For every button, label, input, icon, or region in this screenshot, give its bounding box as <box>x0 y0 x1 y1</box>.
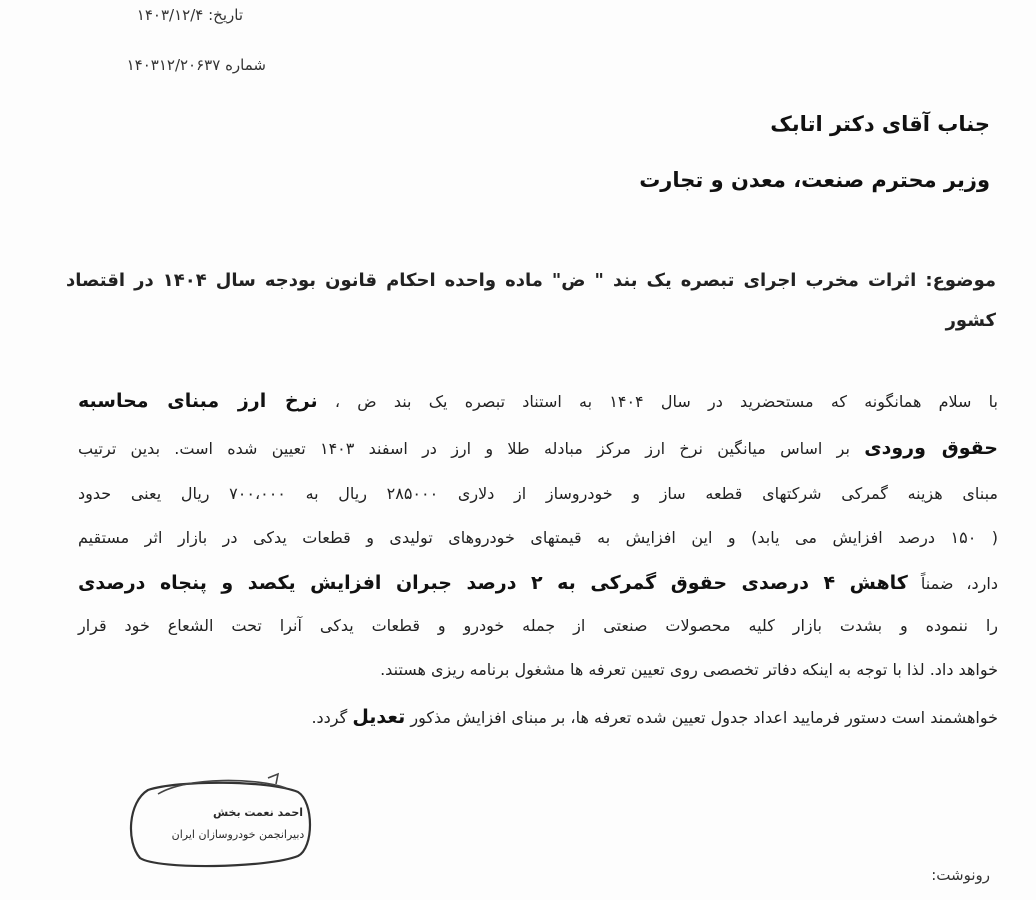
addressee-name: جناب آقای دکتر اتابک <box>770 112 990 136</box>
body-text: گردد. <box>311 708 348 727</box>
body-bold-text: حقوق ورودی <box>864 437 998 459</box>
number-row <box>127 56 266 74</box>
date-label: تاریخ: <box>208 6 243 24</box>
number-label: شماره <box>225 56 266 74</box>
body-text: با سلام همانگونه که مستحضرید در سال ۱۴۰۴ به استناد تبصره یک بند ض ، <box>334 392 998 411</box>
cc-label: رونوشت: <box>931 866 990 884</box>
date-row <box>137 6 243 24</box>
body-text: خواهشمند است دستور فرمایید اعداد جدول تعیین شده تعرفه ها، بر مبنای افزایش مذکور <box>410 708 998 727</box>
signature-mark <box>268 774 278 784</box>
date-value: ۱۴۰۳/۱۲/۴ <box>136 6 204 24</box>
body-line-4: ( ۱۵۰ درصد افزایش می یابد) و این افزایش به قیمتهای خودروهای تولیدی و قطعات یدکی در بازار اثر مستقیم <box>78 528 999 547</box>
number-value: ۱۴۰۳۱۲/۲۰۶۳۷ <box>126 56 221 74</box>
signatory-name: احمد نعمت بخش <box>212 806 304 819</box>
body-bold-text: تعدیل <box>352 706 406 728</box>
body-line-3: مبنای هزینه گمرکی شرکتهای قطعه ساز و خودروساز از دلاری ۲۸۵۰۰۰ ریال به ۷۰۰،۰۰۰ ریال یعنی حدود <box>78 484 998 503</box>
body-text: دارد، ضمناً <box>920 574 998 593</box>
body-line-1 <box>78 390 998 412</box>
body-line-6: را ننموده و بشدت بازار کلیه محصولات صنعتی از جمله خودرو و قطعات یدکی آنرا تحت الشعاع خود قرار <box>78 616 998 635</box>
body-bold-text: نرخ ارز مبنای محاسبه <box>78 390 318 412</box>
body-bold-text: کاهش ۴ درصدی حقوق گمرکی به ۲ درصد جبران افزایش یکصد و پنجاه درصدی <box>78 572 908 594</box>
addressee-title: وزیر محترم صنعت، معدن و تجارت <box>639 168 990 192</box>
body-line-5 <box>78 572 998 594</box>
signature-stamp <box>118 772 318 872</box>
subject-line-2: کشور <box>945 310 996 331</box>
body-line-2 <box>78 437 998 459</box>
subject-line-1: موضوع: اثرات مخرب اجرای تبصره یک بند " ض" ماده واحده احکام قانون بودجه سال ۱۴۰۴ در اقتصاد <box>66 270 996 291</box>
body-line-8 <box>311 706 998 728</box>
body-text: بر اساس میانگین نرخ ارز مرکز مبادله طلا و ارز در اسفند ۱۴۰۳ تعیین شده است. بدین ترتیب <box>78 439 850 458</box>
signatory-title: دبیرانجمن خودروسازان ایران <box>171 828 305 841</box>
signature-loop <box>131 783 310 866</box>
body-line-7: خواهد داد. لذا با توجه به اینکه دفاتر تخصصی روی تعیین تعرفه ها مشغول برنامه ریزی هستند. <box>380 660 998 679</box>
